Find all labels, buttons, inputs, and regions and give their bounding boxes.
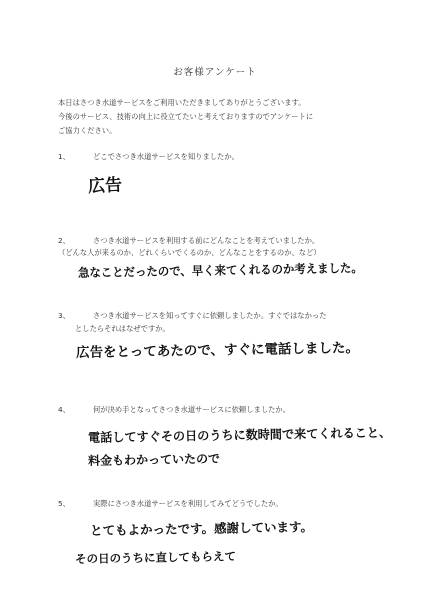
page-title: お客様アンケート <box>173 67 257 78</box>
question-text: さつき水道サービスを利用する前にどんなことを考えていましたか。 <box>93 236 320 245</box>
question-2-note: （どんな人が来るのか、どれくらいでくるのか、どんなことをするのか、など） <box>58 248 321 257</box>
answer-4-handwriting-line2: 料金もわかっていたので <box>87 451 221 468</box>
answer-4-handwriting-line1: 電話してすぐその日のうちに数時間で来てくれること、 <box>87 424 392 445</box>
intro-paragraph <box>58 96 388 138</box>
question-number: 1、 <box>58 152 70 161</box>
answer-1-handwriting: 広告 <box>87 175 123 197</box>
answer-3-handwriting: 広告をとってあたので、すぐに電話しました。 <box>75 340 360 361</box>
intro-line: 本日はさつき水道サービスをご利用いただきましてありがとうございます。 <box>58 98 306 107</box>
intro-line: 今後のサービス、技術の向上に役立てたいと考えておりますのでアンケートに <box>58 112 314 121</box>
answer-5-handwriting-line1: とてもよかったです。感謝しています。 <box>89 519 314 538</box>
question-number: 3、 <box>58 311 70 320</box>
question-number: 5、 <box>58 499 70 508</box>
question-number: 4、 <box>58 405 70 414</box>
intro-line: ご協力ください。 <box>58 126 117 135</box>
question-number: 2、 <box>58 236 70 245</box>
question-3-note: としたらそれはなぜですか。 <box>75 324 170 333</box>
answer-5-handwriting-line2: その日のうちに直してもらえて <box>74 549 237 566</box>
question-text: さつき水道サービスを知ってすぐに依頼しましたか。すぐではなかった <box>93 311 327 320</box>
question-text: 何が決め手となってさつき水道サービスに依頼しましたか。 <box>93 405 291 414</box>
question-text: どこでさつき水道サービスを知りましたか。 <box>93 152 239 161</box>
answer-2-handwriting: 急なことだったので、早く来てくれるのか考えました。 <box>77 261 363 280</box>
question-text: 実際にさつき水道サービスを利用してみてどうでしたか。 <box>93 499 283 508</box>
